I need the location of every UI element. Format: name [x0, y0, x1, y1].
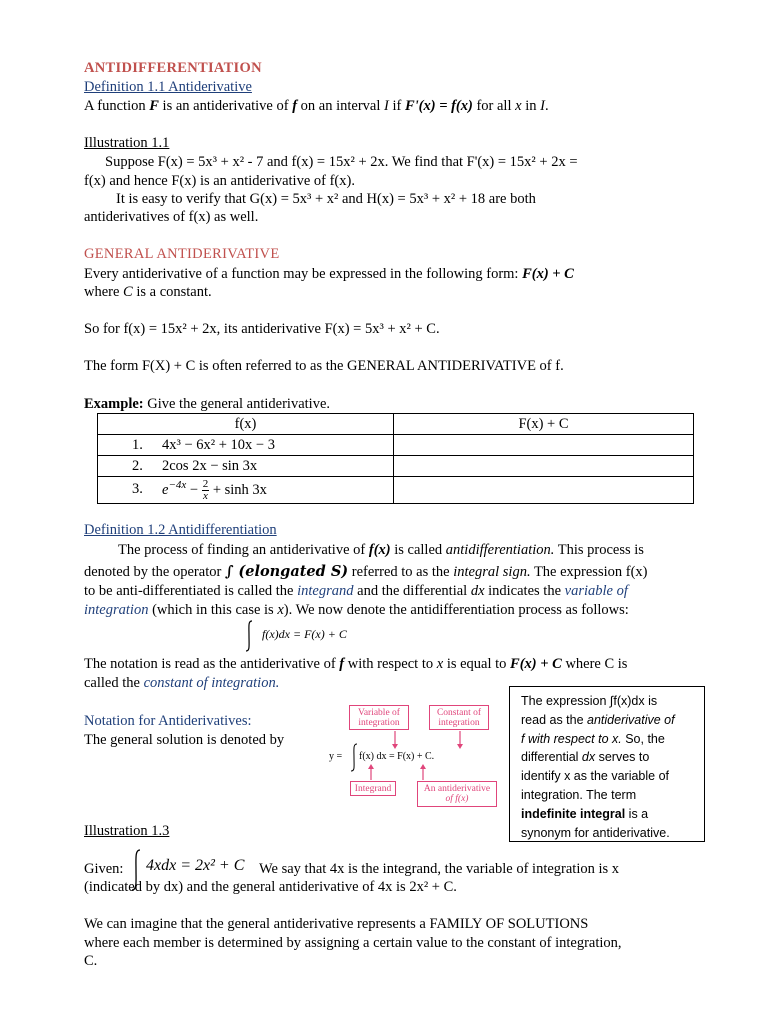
variable-of-integration-label: Variable of integration [349, 705, 409, 730]
indefinite-integral-note [509, 686, 705, 842]
table-cell-expression: 1. 4x³ − 6x² + 10x − 3 [98, 435, 394, 456]
definition-1-2-text: denoted by the operator ∫ (elongated S) referred to as the integral sign. The expression f(x) [84, 563, 648, 580]
table-cell-answer [394, 456, 694, 477]
note-line: read as the antiderivative of [521, 712, 675, 727]
illustration-1-1-line: f(x) and hence F(x) is an antiderivative of f(x). [84, 173, 355, 189]
general-antiderivative-text: where C is a constant. [84, 284, 212, 300]
closing-text: where each member is determined by assigning a certain value to the constant of integration, [84, 935, 622, 951]
notation-reading: called the constant of integration. [84, 675, 280, 691]
illustration-1-3-given: Given: [84, 861, 124, 877]
note-line: integration. The term [521, 787, 637, 802]
diagram-y-equals: y = [329, 751, 343, 762]
illustration-1-1-line: antiderivatives of f(x) as well. [84, 209, 259, 225]
integrand-label: Integrand [350, 781, 396, 796]
closing-text: We can imagine that the general antiderivative represents a FAMILY OF SOLUTIONS [84, 916, 589, 932]
table-row [98, 456, 694, 477]
definition-1-2-text: integration (which in this case is x). We now denote the antidifferentiation process as follows: [84, 602, 629, 618]
table-cell-expression: 2. 2cos 2x − sin 3x [98, 456, 394, 477]
note-line: synonym for antiderivative. [521, 825, 670, 840]
illustration-1-3-formula: 4xdx = 2x² + C [146, 857, 245, 874]
illustration-1-3-text: We say that 4x is the integrand, the variable of integration is x [259, 861, 620, 877]
definition-1-1-text: A function F is an antiderivative of f on an interval I if F'(x) = f(x) for all x in I. [84, 98, 549, 114]
illustration-1-1-line: Suppose F(x) = 5x³ + x² - 7 and f(x) = 15x² + 2x. We find that F'(x) = 15x² + 2x = [105, 154, 578, 170]
general-antiderivative-example: So for f(x) = 15x² + 2x, its antiderivative F(x) = 5x³ + x² + C. [84, 321, 440, 337]
note-line: differential dx serves to [521, 750, 650, 765]
definition-1-2-title: Definition 1.2 Antidifferentiation [84, 522, 277, 538]
general-antiderivative-note: The form F(X) + C is often referred to as the GENERAL ANTIDERIVATIVE of f. [84, 358, 564, 374]
example-table [97, 413, 694, 504]
table-row [98, 477, 694, 504]
table-header-row [98, 414, 694, 435]
illustration-1-1-title: Illustration 1.1 [84, 135, 170, 151]
table-row [98, 435, 694, 456]
table-cell-expression: 3. $e^{-4x}$ − $\frac{2}{x}$ + sinh 3x [98, 477, 394, 504]
definition-1-2-text: The process of finding an antiderivative of f(x) is called antidifferentiation. This process is [118, 542, 644, 558]
illustration-1-1-line: It is easy to verify that G(x) = 5x³ + x² and H(x) = 5x³ + x² + 18 are both [116, 191, 536, 207]
illustration-1-3-title: Illustration 1.3 [84, 823, 170, 839]
constant-of-integration-label: Constant of integration [429, 705, 489, 730]
notation-title: Notation for Antiderivatives: [84, 713, 252, 729]
antiderivative-label: An antiderivative of f(x) [417, 781, 497, 807]
general-antiderivative-title: GENERAL ANTIDERIVATIVE [84, 246, 280, 262]
closing-text: C. [84, 953, 98, 969]
notation-diagram [325, 705, 505, 810]
table-cell-answer [394, 477, 694, 504]
notation-line: The general solution is denoted by [84, 732, 285, 748]
definition-1-2-text: to be anti-differentiated is called the integrand and the differential dx indicates the variable of [84, 583, 628, 599]
page-heading: ANTIDIFFERENTIATION [84, 60, 262, 76]
column-header-Fx-plus-C: F(x) + C [394, 414, 694, 435]
table-cell-answer [394, 435, 694, 456]
example-prompt: Example: Give the general antiderivative. [84, 396, 331, 412]
definition-1-1-title: Definition 1.1 Antiderivative [84, 79, 252, 95]
note-line: identify x as the variable of [521, 769, 669, 784]
diagram-equation: f(x) dx = F(x) + C. [359, 751, 435, 762]
notation-reading: The notation is read as the antiderivative of f with respect to x is equal to F(x) + C where C is [84, 656, 628, 672]
column-header-fx: f(x) [98, 414, 394, 435]
integral-formula [242, 618, 372, 654]
note-line: f with respect to x. So, the [521, 731, 665, 746]
note-line: indefinite integral is a [521, 806, 649, 821]
note-line: The expression ∫f(x)dx is [521, 694, 658, 708]
integral-formula-text: f(x)dx = F(x) + C [262, 627, 347, 641]
illustration-1-3-text: (indicated by dx) and the general antiderivative of 4x is 2x² + C. [84, 879, 457, 895]
general-antiderivative-text: Every antiderivative of a function may be expressed in the following form: F(x) + C [84, 266, 574, 282]
